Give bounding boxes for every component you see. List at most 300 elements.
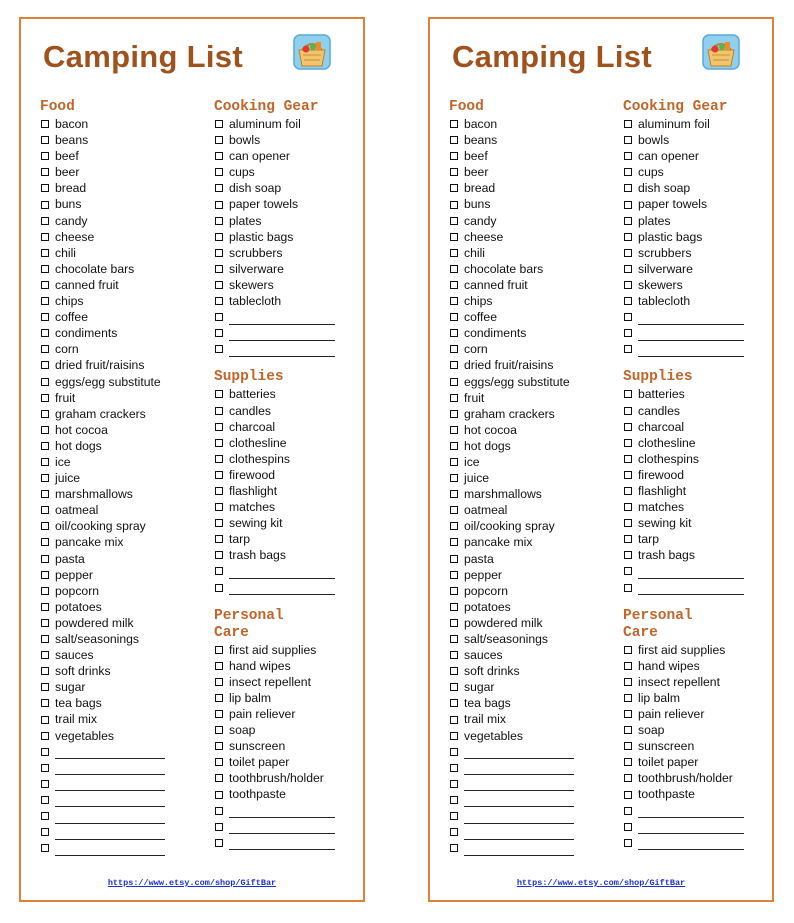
checkbox[interactable] — [41, 297, 49, 305]
write-in-line[interactable] — [638, 807, 744, 818]
checkbox[interactable] — [215, 646, 223, 654]
checkbox[interactable] — [450, 249, 458, 257]
checklist-item-label: buns — [55, 197, 82, 212]
checklist-item-label: firewood — [638, 467, 685, 482]
checklist-item-label: ice — [55, 454, 71, 469]
checkbox[interactable] — [624, 742, 632, 750]
checkbox[interactable] — [41, 120, 49, 128]
checklist-item-label: soft drinks — [55, 664, 111, 679]
checkbox[interactable] — [41, 571, 49, 579]
checkbox[interactable] — [215, 584, 223, 592]
checklist-item-label: silverware — [638, 261, 693, 276]
checkbox[interactable] — [215, 535, 223, 543]
checklist-item — [40, 631, 210, 647]
checkbox[interactable] — [41, 184, 49, 192]
checkbox[interactable] — [215, 694, 223, 702]
checkbox[interactable] — [624, 233, 632, 241]
checkbox[interactable] — [215, 281, 223, 289]
checkbox[interactable] — [41, 361, 49, 369]
checkbox[interactable] — [41, 619, 49, 627]
checkbox[interactable] — [624, 265, 632, 273]
checkbox[interactable] — [41, 281, 49, 289]
checklist-item — [40, 390, 210, 406]
checkbox[interactable] — [215, 120, 223, 128]
checkbox[interactable] — [450, 120, 458, 128]
checkbox[interactable] — [450, 426, 458, 434]
blank-checklist-item — [40, 760, 210, 776]
checkbox[interactable] — [624, 823, 632, 831]
write-in-line[interactable] — [55, 780, 165, 791]
checklist-item — [214, 674, 354, 690]
checkbox[interactable] — [624, 390, 632, 398]
checklist-item — [449, 486, 619, 502]
checkbox[interactable] — [41, 587, 49, 595]
write-in-line[interactable] — [638, 823, 744, 834]
checkbox[interactable] — [41, 538, 49, 546]
checkbox[interactable] — [450, 201, 458, 209]
checkbox[interactable] — [215, 345, 223, 353]
checklist-item — [214, 738, 354, 754]
write-in-line[interactable] — [464, 780, 574, 791]
checklist-item-label: plates — [229, 213, 262, 228]
checklist-item — [623, 531, 763, 547]
checkbox[interactable] — [450, 796, 458, 804]
checklist-item — [449, 132, 619, 148]
checkbox[interactable] — [450, 538, 458, 546]
checkbox[interactable] — [450, 683, 458, 691]
checkbox[interactable] — [624, 584, 632, 592]
checkbox[interactable] — [450, 603, 458, 611]
checkbox[interactable] — [450, 136, 458, 144]
write-in-line[interactable] — [638, 839, 744, 850]
checkbox[interactable] — [624, 774, 632, 782]
checkbox[interactable] — [41, 667, 49, 675]
checkbox[interactable] — [215, 297, 223, 305]
blank-checklist-item — [623, 563, 763, 579]
checkbox[interactable] — [215, 662, 223, 670]
checklist-item — [40, 711, 210, 727]
checkbox[interactable] — [450, 394, 458, 402]
checkbox[interactable] — [450, 442, 458, 450]
checkbox[interactable] — [624, 152, 632, 160]
checkbox[interactable] — [41, 474, 49, 482]
checkbox[interactable] — [624, 168, 632, 176]
checkbox[interactable] — [624, 455, 632, 463]
checkbox[interactable] — [450, 619, 458, 627]
checklist-item — [214, 722, 354, 738]
checklist-item — [449, 711, 619, 727]
checklist-item — [40, 486, 210, 502]
checklist-item — [449, 309, 619, 325]
write-in-line[interactable] — [229, 568, 335, 579]
checkbox[interactable] — [450, 667, 458, 675]
supplies-section-title: Supplies — [623, 369, 693, 386]
personal-care-list — [214, 642, 354, 851]
checklist-item-label: dried fruit/raisins — [464, 358, 554, 373]
checkbox[interactable] — [215, 839, 223, 847]
checklist-item-label: trash bags — [229, 548, 286, 563]
checkbox[interactable] — [41, 555, 49, 563]
write-in-line[interactable] — [55, 829, 165, 840]
checklist-item-label: soap — [229, 723, 256, 738]
checkbox[interactable] — [624, 551, 632, 559]
write-in-line[interactable] — [55, 796, 165, 807]
checklist-item — [40, 470, 210, 486]
write-in-line[interactable] — [638, 330, 744, 341]
checkbox[interactable] — [624, 662, 632, 670]
checkbox[interactable] — [215, 791, 223, 799]
checkbox[interactable] — [41, 394, 49, 402]
write-in-line[interactable] — [229, 584, 335, 595]
checkbox[interactable] — [215, 313, 223, 321]
checkbox[interactable] — [41, 442, 49, 450]
checklist-item — [40, 357, 210, 373]
checkbox[interactable] — [215, 201, 223, 209]
checklist-item — [449, 567, 619, 583]
checklist-item — [214, 531, 354, 547]
checkbox[interactable] — [41, 201, 49, 209]
checkbox[interactable] — [215, 807, 223, 815]
checkbox[interactable] — [450, 716, 458, 724]
checkbox[interactable] — [624, 297, 632, 305]
write-in-line[interactable] — [638, 568, 744, 579]
checklist-item — [623, 229, 763, 245]
checkbox[interactable] — [450, 844, 458, 852]
write-in-line[interactable] — [638, 346, 744, 357]
checkbox[interactable] — [450, 313, 458, 321]
checkbox[interactable] — [41, 651, 49, 659]
checkbox[interactable] — [624, 281, 632, 289]
checkbox[interactable] — [215, 407, 223, 415]
write-in-line[interactable] — [229, 823, 335, 834]
checklist-item-label: dried fruit/raisins — [55, 358, 145, 373]
checkbox[interactable] — [450, 217, 458, 225]
checkbox[interactable] — [41, 683, 49, 691]
checkbox[interactable] — [41, 635, 49, 643]
checkbox[interactable] — [215, 423, 223, 431]
blank-checklist-item — [40, 808, 210, 824]
checkbox[interactable] — [450, 587, 458, 595]
checkbox[interactable] — [450, 168, 458, 176]
checklist-item — [214, 132, 354, 148]
checkbox[interactable] — [450, 571, 458, 579]
checkbox[interactable] — [624, 407, 632, 415]
checkbox[interactable] — [41, 313, 49, 321]
checkbox[interactable] — [450, 474, 458, 482]
checkbox[interactable] — [450, 635, 458, 643]
checklist-item-label: trash bags — [638, 548, 695, 563]
checkbox[interactable] — [215, 217, 223, 225]
checkbox[interactable] — [41, 152, 49, 160]
checkbox[interactable] — [41, 828, 49, 836]
checkbox[interactable] — [450, 297, 458, 305]
checklist-item-label: juice — [464, 471, 490, 486]
checkbox[interactable] — [624, 313, 632, 321]
checkbox[interactable] — [450, 490, 458, 498]
checkbox[interactable] — [215, 265, 223, 273]
checkbox[interactable] — [215, 758, 223, 766]
checklist-item — [449, 728, 619, 744]
checkbox[interactable] — [215, 726, 223, 734]
checkbox[interactable] — [450, 732, 458, 740]
checkbox[interactable] — [41, 764, 49, 772]
checklist-item — [214, 196, 354, 212]
checkbox[interactable] — [624, 503, 632, 511]
checkbox[interactable] — [450, 329, 458, 337]
checkbox[interactable] — [624, 710, 632, 718]
checkbox[interactable] — [624, 201, 632, 209]
checklist-item — [623, 754, 763, 770]
checklist-item-label: skewers — [229, 277, 274, 292]
checklist-item — [40, 551, 210, 567]
checklist-item — [214, 547, 354, 563]
checklist-item — [40, 116, 210, 132]
checkbox[interactable] — [624, 439, 632, 447]
checkbox[interactable] — [41, 490, 49, 498]
checklist-item-label: beer — [55, 165, 80, 180]
checklist-item — [449, 534, 619, 550]
checkbox[interactable] — [41, 329, 49, 337]
checkbox[interactable] — [624, 184, 632, 192]
write-in-line[interactable] — [638, 584, 744, 595]
checklist-item-label: paper towels — [638, 197, 708, 212]
checklist-item-label: cheese — [55, 229, 95, 244]
checkbox[interactable] — [624, 519, 632, 527]
checklist-item-label: pancake mix — [464, 535, 533, 550]
checklist-item — [449, 245, 619, 261]
checkbox[interactable] — [450, 780, 458, 788]
checklist-item — [623, 196, 763, 212]
write-in-line[interactable] — [229, 314, 335, 325]
write-in-line[interactable] — [464, 796, 574, 807]
write-in-line[interactable] — [229, 839, 335, 850]
checkbox[interactable] — [450, 522, 458, 530]
checkbox[interactable] — [41, 168, 49, 176]
write-in-line[interactable] — [464, 748, 574, 759]
write-in-line[interactable] — [55, 813, 165, 824]
checkbox[interactable] — [215, 439, 223, 447]
checkbox[interactable] — [624, 345, 632, 353]
checklist-item-label: pancake mix — [55, 535, 124, 550]
checkbox[interactable] — [215, 152, 223, 160]
checkbox[interactable] — [215, 551, 223, 559]
checkbox[interactable] — [624, 217, 632, 225]
checklist-item — [623, 786, 763, 802]
checklist-item — [449, 374, 619, 390]
checklist-item-label: condiments — [464, 326, 527, 341]
checkbox[interactable] — [41, 603, 49, 611]
food-column — [40, 99, 210, 856]
checkbox[interactable] — [624, 329, 632, 337]
checkbox[interactable] — [41, 716, 49, 724]
checkbox[interactable] — [215, 249, 223, 257]
checkbox[interactable] — [450, 410, 458, 418]
checklist-item — [449, 615, 619, 631]
checkbox[interactable] — [41, 426, 49, 434]
checkbox[interactable] — [41, 265, 49, 273]
checkbox[interactable] — [41, 410, 49, 418]
checklist-item — [214, 293, 354, 309]
checkbox[interactable] — [450, 812, 458, 820]
checkbox[interactable] — [450, 361, 458, 369]
checkbox[interactable] — [450, 748, 458, 756]
checklist-item-label: sewing kit — [229, 516, 283, 531]
checklist-item-label: tea bags — [464, 696, 511, 711]
checklist-item-label: firewood — [229, 467, 276, 482]
checkbox[interactable] — [450, 506, 458, 514]
checklist-item-label: chili — [464, 245, 485, 260]
write-in-line[interactable] — [229, 330, 335, 341]
checklist-item-label: tea bags — [55, 696, 102, 711]
write-in-line[interactable] — [229, 346, 335, 357]
checklist-item-label: candy — [55, 213, 88, 228]
checkbox[interactable] — [41, 780, 49, 788]
checklist-item — [623, 770, 763, 786]
checkbox[interactable] — [41, 844, 49, 852]
checkbox[interactable] — [41, 796, 49, 804]
checkbox[interactable] — [450, 828, 458, 836]
checkbox[interactable] — [215, 471, 223, 479]
checkbox[interactable] — [450, 555, 458, 563]
checklist-item-label: first aid supplies — [638, 642, 726, 657]
checkbox[interactable] — [624, 694, 632, 702]
checklist-item-label: hot cocoa — [464, 422, 517, 437]
write-in-line[interactable] — [55, 764, 165, 775]
checkbox[interactable] — [624, 839, 632, 847]
checkbox[interactable] — [624, 249, 632, 257]
checklist-item-label: can opener — [638, 149, 699, 164]
checkbox[interactable] — [450, 345, 458, 353]
checklist-item — [214, 690, 354, 706]
blank-checklist-item — [449, 760, 619, 776]
checkbox[interactable] — [450, 764, 458, 772]
checkbox[interactable] — [624, 423, 632, 431]
checklist-item-label: ice — [464, 454, 480, 469]
checkbox[interactable] — [450, 458, 458, 466]
checkbox[interactable] — [215, 136, 223, 144]
checkbox[interactable] — [450, 184, 458, 192]
blank-checklist-item — [40, 840, 210, 856]
checkbox[interactable] — [215, 503, 223, 511]
checkbox[interactable] — [215, 742, 223, 750]
checkbox[interactable] — [624, 758, 632, 766]
write-in-line[interactable] — [229, 807, 335, 818]
checkbox[interactable] — [624, 471, 632, 479]
checkbox[interactable] — [624, 726, 632, 734]
checklist-item — [40, 422, 210, 438]
checklist-item-label: soft drinks — [464, 664, 520, 679]
write-in-line[interactable] — [464, 829, 574, 840]
checkbox[interactable] — [215, 184, 223, 192]
checkbox[interactable] — [215, 710, 223, 718]
checkbox[interactable] — [41, 458, 49, 466]
checklist-item-label: pain reliever — [638, 707, 705, 721]
checkbox[interactable] — [41, 812, 49, 820]
checkbox[interactable] — [450, 265, 458, 273]
checkbox[interactable] — [624, 120, 632, 128]
checklist-item — [449, 470, 619, 486]
checkbox[interactable] — [215, 774, 223, 782]
checkbox[interactable] — [215, 233, 223, 241]
checklist-item-label: beans — [55, 133, 89, 148]
checkbox[interactable] — [41, 522, 49, 530]
checkbox[interactable] — [450, 281, 458, 289]
write-in-line[interactable] — [464, 813, 574, 824]
checkbox[interactable] — [41, 217, 49, 225]
blank-checklist-item — [214, 341, 354, 357]
checkbox[interactable] — [450, 233, 458, 241]
checklist-item-label: candles — [638, 403, 681, 418]
checkbox[interactable] — [41, 748, 49, 756]
checklist-item-label: chips — [464, 294, 493, 309]
checkbox[interactable] — [624, 678, 632, 686]
checklist-item — [623, 403, 763, 419]
checklist-item — [623, 547, 763, 563]
write-in-line[interactable] — [55, 845, 165, 856]
checkbox[interactable] — [450, 651, 458, 659]
checkbox[interactable] — [215, 567, 223, 575]
checklist-item — [623, 293, 763, 309]
etsy-shop-link[interactable]: https://www.etsy.com/shop/GiftBar — [516, 878, 686, 888]
write-in-line[interactable] — [55, 748, 165, 759]
checkbox[interactable] — [41, 732, 49, 740]
checkbox[interactable] — [41, 345, 49, 353]
checkbox[interactable] — [624, 807, 632, 815]
checklist-item — [214, 451, 354, 467]
checkbox[interactable] — [41, 378, 49, 386]
checkbox[interactable] — [450, 152, 458, 160]
checkbox[interactable] — [215, 487, 223, 495]
checkbox[interactable] — [624, 567, 632, 575]
write-in-line[interactable] — [638, 314, 744, 325]
checklist-item — [40, 647, 210, 663]
write-in-line[interactable] — [464, 845, 574, 856]
checkbox[interactable] — [624, 535, 632, 543]
checklist-item-label: paper towels — [229, 197, 299, 212]
checklist-item-label: coffee — [55, 310, 88, 325]
checkbox[interactable] — [41, 506, 49, 514]
checkbox[interactable] — [624, 136, 632, 144]
checklist-item — [40, 293, 210, 309]
checkbox[interactable] — [41, 249, 49, 257]
checkbox[interactable] — [215, 519, 223, 527]
checkbox[interactable] — [215, 455, 223, 463]
checkbox[interactable] — [624, 487, 632, 495]
checkbox[interactable] — [450, 699, 458, 707]
write-in-line[interactable] — [464, 764, 574, 775]
checklist-item-label: condiments — [55, 326, 118, 341]
checkbox[interactable] — [41, 136, 49, 144]
checkbox[interactable] — [41, 233, 49, 241]
checkbox[interactable] — [624, 646, 632, 654]
checkbox[interactable] — [450, 378, 458, 386]
checkbox[interactable] — [215, 329, 223, 337]
checklist-item-label: powdered milk — [55, 615, 134, 630]
checklist-item-label: clothespins — [638, 451, 699, 466]
blank-checklist-item — [40, 744, 210, 760]
checkbox[interactable] — [215, 823, 223, 831]
checkbox[interactable] — [215, 390, 223, 398]
checkbox[interactable] — [624, 791, 632, 799]
checkbox[interactable] — [41, 699, 49, 707]
checkbox[interactable] — [215, 168, 223, 176]
checklist-item-label: oil/cooking spray — [55, 519, 146, 534]
checklist-item — [40, 663, 210, 679]
checkbox[interactable] — [215, 678, 223, 686]
etsy-shop-link[interactable]: https://www.etsy.com/shop/GiftBar — [107, 878, 277, 888]
checklist-item-label: graham crackers — [464, 406, 555, 421]
food-list — [40, 116, 210, 856]
